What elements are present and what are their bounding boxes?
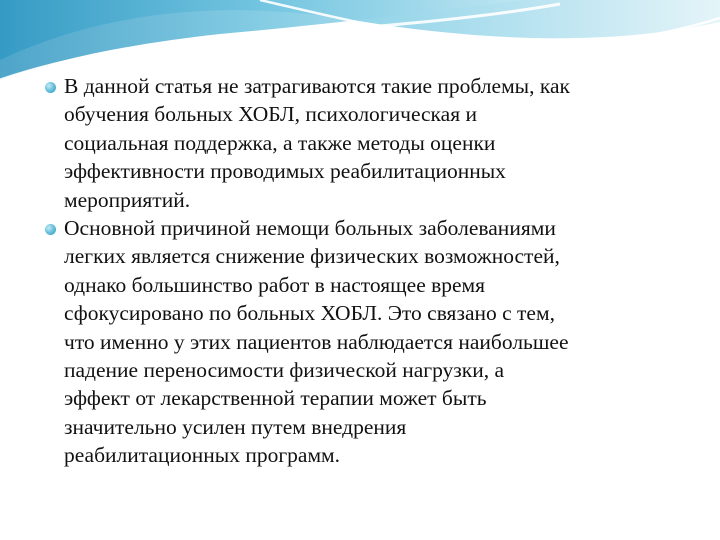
round-bullet-icon	[45, 224, 56, 235]
bullet-line: эффективности проводимых реабилитационных	[64, 159, 506, 184]
bullet-line: Основной причиной немощи больных заболеваниями	[64, 216, 556, 241]
bullet-line: эффект от лекарственной терапии может быть	[64, 386, 487, 411]
bullet-item	[44, 214, 694, 470]
round-bullet-icon	[45, 82, 56, 93]
bullet-line: легких является снижение физических возможностей,	[64, 244, 560, 269]
bullet-line: В данной статья не затрагиваются такие проблемы, как	[64, 74, 570, 98]
bullet-line: мероприятий.	[64, 187, 191, 212]
bullet-line: обучения больных ХОБЛ, психологическая и	[64, 102, 477, 127]
bullet-line: реабилитационных программ.	[64, 443, 341, 468]
bullet-line: что именно у этих пациентов наблюдается наибольшее	[64, 329, 569, 354]
slide-body	[44, 72, 694, 470]
bullet-line: значительно усилен путем внедрения	[64, 414, 407, 439]
bullet-line: сфокусировано по больных ХОБЛ. Это связано с тем,	[64, 301, 555, 326]
bullet-item	[44, 72, 694, 214]
bullet-line: социальная поддержка, а также методы оценки	[64, 130, 496, 155]
bullet-line: однако большинство работ в настоящее время	[64, 272, 486, 297]
bullet-line: падение переносимости физической нагрузки, а	[64, 358, 505, 383]
